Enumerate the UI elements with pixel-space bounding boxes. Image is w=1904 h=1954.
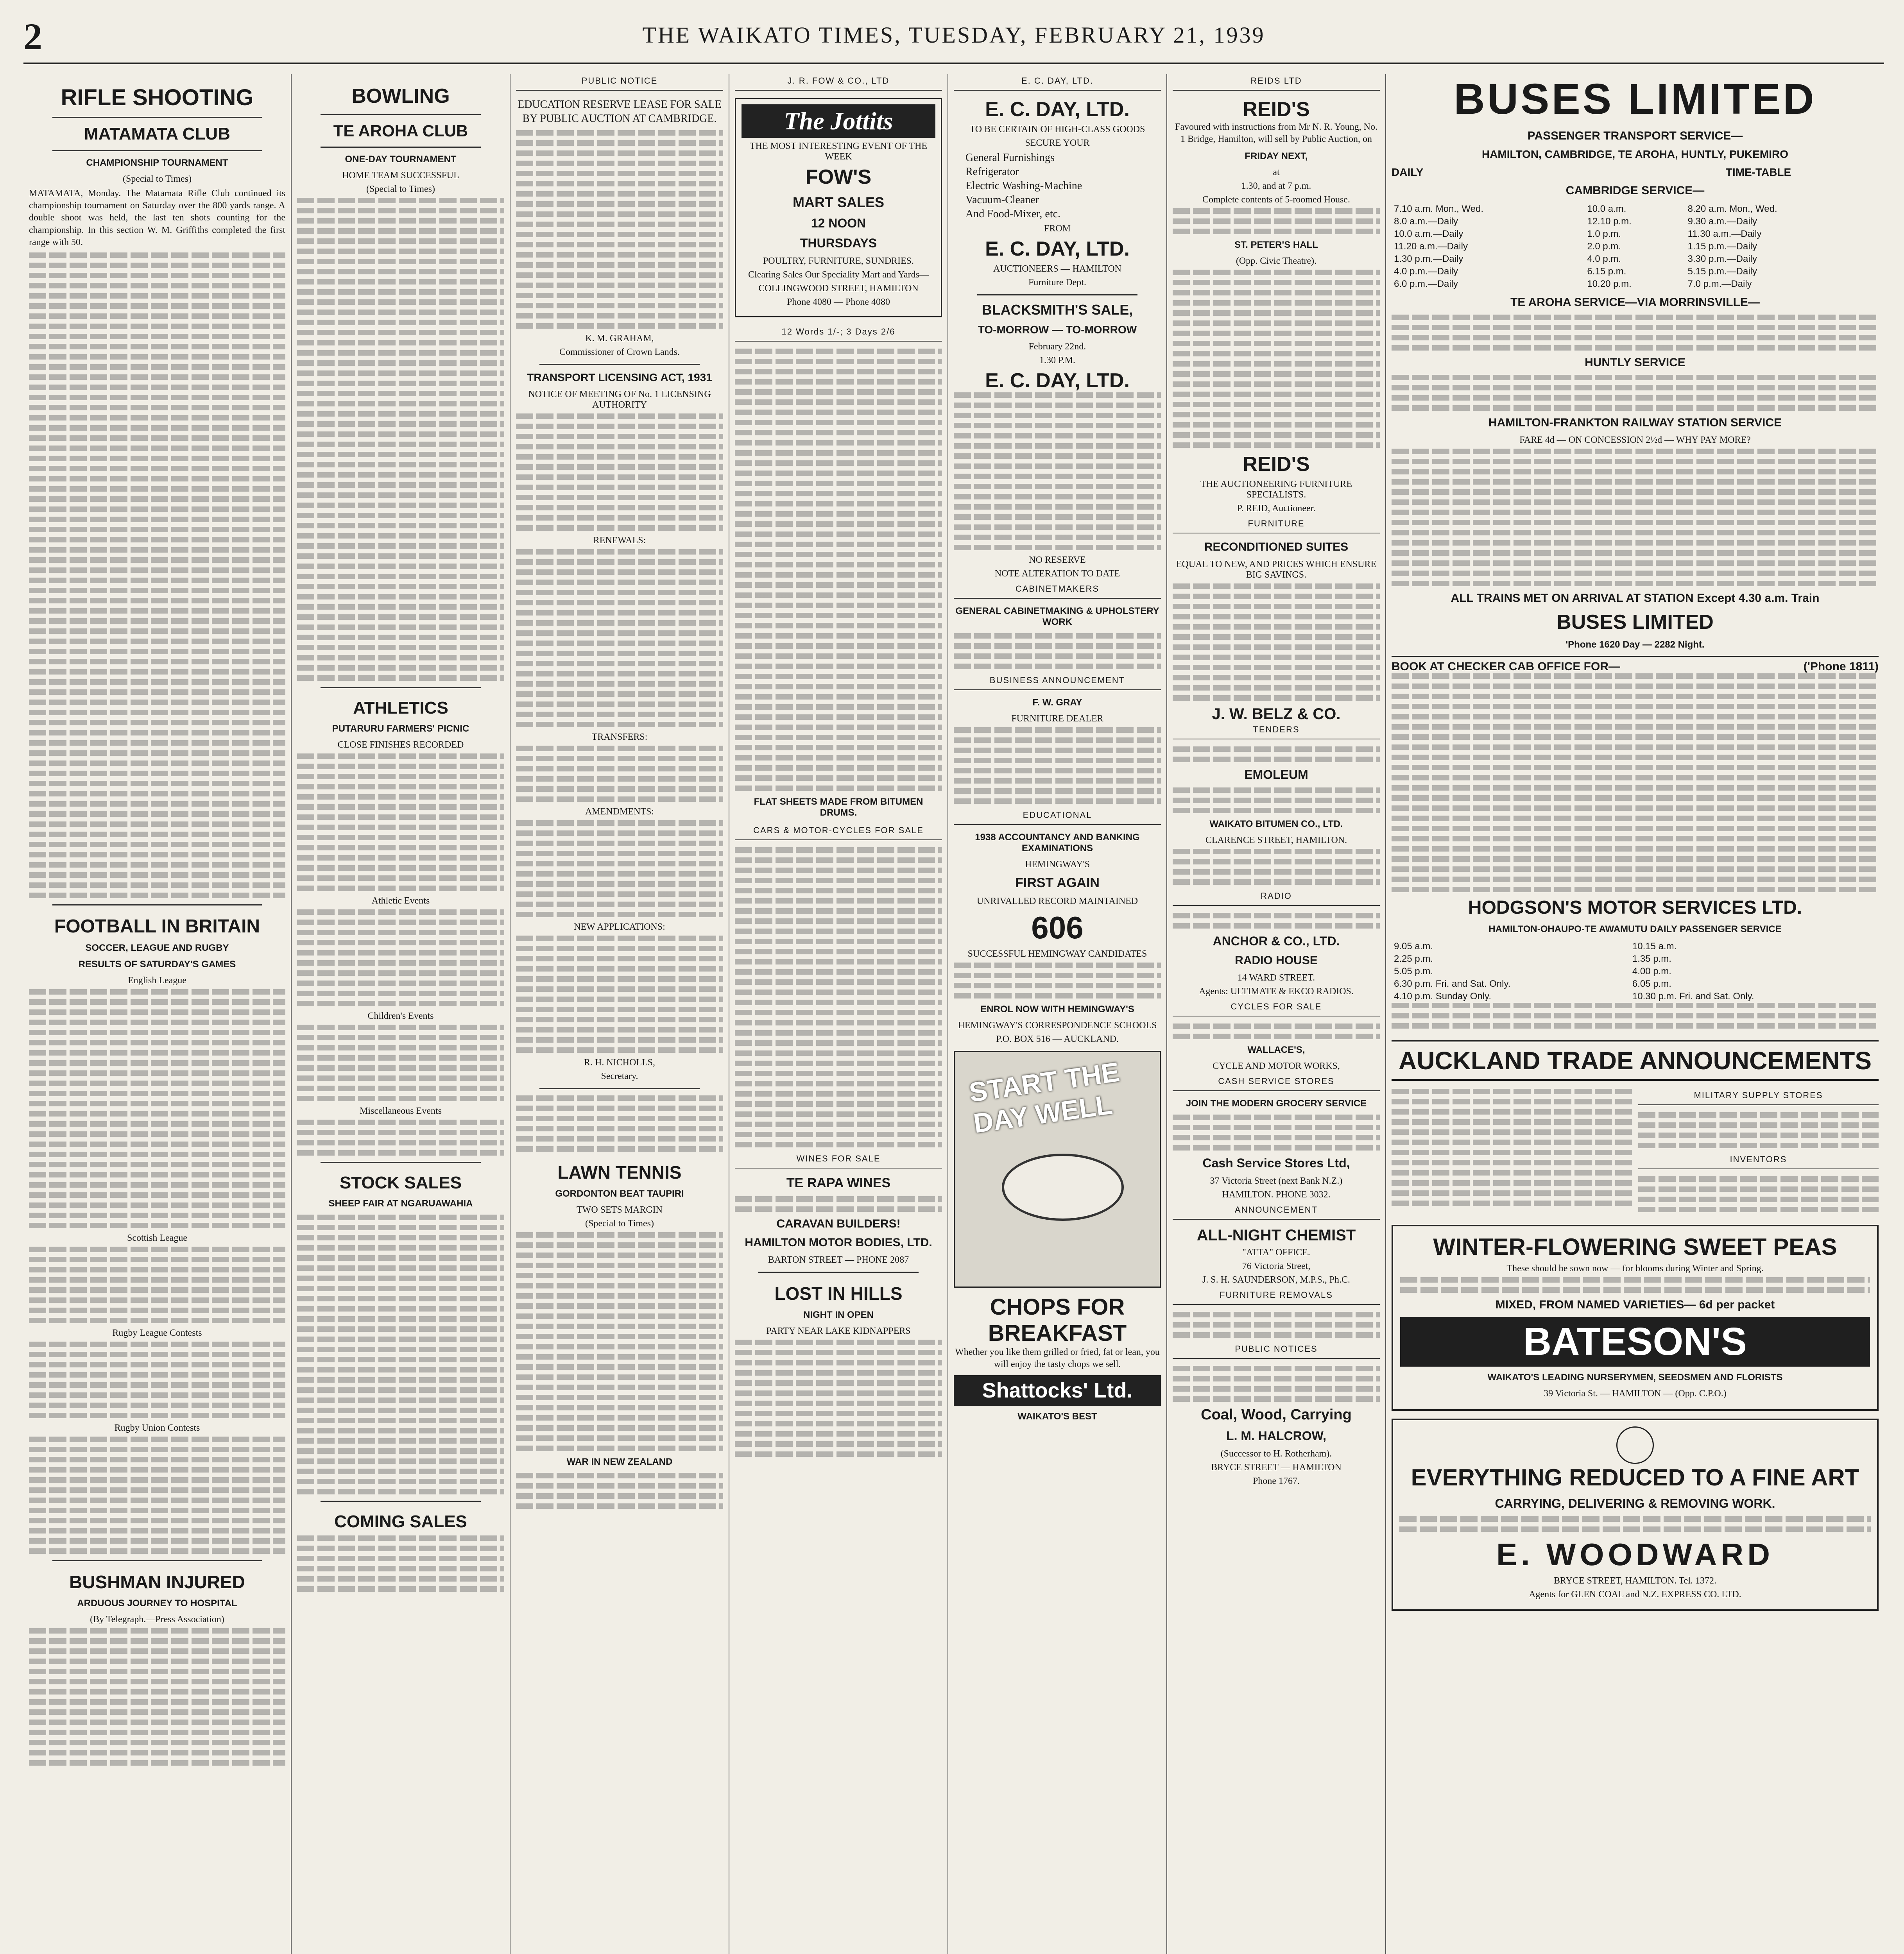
first-again: FIRST AGAIN (1015, 875, 1100, 890)
column-3 (510, 74, 729, 1954)
lawn-tennis-subhead: GORDONTON BEAT TAUPIRI (555, 1188, 684, 1199)
lawn-tennis-subhead-2: TWO SETS MARGIN (577, 1204, 663, 1215)
article-paragraph: MATAMATA, Monday. The Matamata Rifle Club continued its championship tournament on Saturday over the 800 yards range. A double shoot was held, the last ten shots counting for the championship. In this section W. M. Griffiths completed the first range with 50. (29, 188, 285, 247)
waikato-bitumen: WAIKATO BITUMEN CO., LTD. (1209, 819, 1343, 830)
sweet-peas-line: These should be sown now — for blooms during Winter and Spring. (1506, 1263, 1764, 1274)
ec-day-head: E. C. DAY, LTD. (985, 98, 1130, 121)
headline-stock-sales: STOCK SALES (339, 1173, 462, 1192)
hamilton-motor-bodies: HAMILTON MOTOR BODIES, LTD. (745, 1236, 932, 1249)
mixed-label: MIXED, FROM NAMED VARIETIES— (1495, 1298, 1696, 1311)
ec-day-goods (954, 152, 1161, 220)
phone-day-night: 'Phone 1620 Day — 2282 Night. (1565, 639, 1705, 650)
newspaper-title: THE WAIKATO TIMES, TUESDAY, FEBRUARY 21, 1939 (642, 22, 1265, 48)
frankton-service: HAMILTON-FRANKTON RAILWAY STATION SERVICE (1488, 416, 1782, 429)
suites-sub: EQUAL TO NEW, AND PRICES WHICH ENSURE BIG SAVINGS. (1176, 559, 1377, 580)
transport-act-sub: NOTICE OF MEETING OF No. 1 LICENSING AUTHORITY (528, 389, 711, 410)
column-5 (948, 74, 1167, 1954)
signatory-graham-title: Commissioner of Crown Lands. (559, 347, 680, 357)
ec-day-from: FROM (1044, 224, 1071, 234)
athletics-subhead: PUTARURU FARMERS' PICNIC (332, 723, 469, 734)
cambridge-timetable (1392, 203, 1879, 290)
tomorrow: TO-MORROW — TO-MORROW (978, 324, 1137, 336)
football-subhead-2: RESULTS OF SATURDAY'S GAMES (78, 959, 236, 970)
flat-sheets: FLAT SHEETS MADE FROM BITUMEN DRUMS. (754, 796, 923, 818)
halcrow-address: BRYCE STREET — HAMILTON (1211, 1462, 1342, 1473)
sale-time: 1.30 P.M. (1039, 355, 1076, 365)
business-sub: FURNITURE DEALER (1011, 714, 1103, 724)
signatory-nicholls: R. H. NICHOLLS, (584, 1057, 655, 1068)
goods-item: Electric Washing-Machine (965, 180, 1082, 192)
mart-sales: MART SALES (793, 194, 884, 210)
hemingway-box: P.O. BOX 516 — AUCKLAND. (996, 1034, 1119, 1044)
cabinetmaking-ad: GENERAL CABINETMAKING & UPHOLSTERY WORK (955, 606, 1159, 627)
belz-name: J. W. BELZ & CO. (1212, 705, 1341, 723)
te-aroha-service: TE AROHA SERVICE—VIA MORRINSVILLE— (1510, 296, 1760, 309)
column-1 (23, 74, 292, 1954)
goods-item: General Furnishings (965, 152, 1055, 164)
childrens-events-label: Children's Events (367, 1011, 434, 1021)
hodgson-title: HODGSON'S MOTOR SERVICES LTD. (1468, 897, 1802, 918)
headline-rifle-shooting: RIFLE SHOOTING (61, 85, 254, 110)
cash-service-name: Cash Service Stores Ltd, (1202, 1156, 1350, 1170)
inventors-head: INVENTORS (1638, 1153, 1879, 1169)
fow-address: COLLINGWOOD STREET, HAMILTON (758, 283, 919, 293)
headline-lost-in-hills: LOST IN HILLS (774, 1283, 903, 1304)
bowling-byline: (Special to Times) (366, 184, 435, 194)
cash-ad: JOIN THE MODERN GROCERY SERVICE (1186, 1098, 1367, 1109)
column-7 (1386, 74, 1884, 1954)
start-day-illustration (954, 1051, 1161, 1288)
start-day-text: START THE DAY WELL (967, 1056, 1122, 1139)
athletic-events-label: Athletic Events (371, 896, 430, 906)
article-body-filler (29, 252, 285, 898)
headline-bowling: BOWLING (351, 85, 450, 107)
small-ads-rate: 12 Words 1/-; 3 Days 2/6 (735, 325, 942, 342)
cars-head: CARS & MOTOR-CYCLES FOR SALE (735, 824, 942, 840)
ec-day-tagline: TO BE CERTAIN OF HIGH-CLASS GOODS (969, 124, 1145, 134)
column-2 (292, 74, 510, 1954)
column-6 (1167, 74, 1386, 1954)
blacksmith-sale: BLACKSMITH'S SALE, (982, 302, 1133, 318)
column-4 (729, 74, 948, 1954)
buses-limited-title: BUSES LIMITED (1454, 75, 1816, 123)
halcrow-sub: (Successor to H. Rotherham). (1220, 1449, 1332, 1459)
reids-name: REID'S (1243, 98, 1310, 121)
timetable-label: TIME-TABLE (1725, 166, 1791, 178)
military-supply-head: MILITARY SUPPLY STORES (1638, 1089, 1879, 1105)
furniture-head: FURNITURE (1173, 517, 1380, 533)
section-scottish-league: Scottish League (127, 1233, 187, 1243)
headline-lawn-tennis: LAWN TENNIS (557, 1162, 682, 1183)
lost-subhead-2: PARTY NEAR LAKE KIDNAPPERS (766, 1326, 911, 1336)
cash-phone: HAMILTON. PHONE 3032. (1222, 1190, 1331, 1200)
table-row: 11.20 a.m.—Daily 2.0 p.m. 1.15 p.m.—Daily (1394, 241, 1757, 252)
shattocks-logo: Shattocks' Ltd. (954, 1375, 1161, 1406)
ec-day-head-3: E. C. DAY, LTD. (985, 369, 1130, 392)
table-row: 5.05 p.m. 4.00 p.m. (1394, 966, 1671, 977)
bowling-club: TE AROHA CLUB (333, 122, 468, 140)
hodgson-timetable (1392, 940, 1879, 1003)
chemist-name: J. S. H. SAUNDERSON, M.P.S., Ph.C. (1202, 1275, 1351, 1285)
table-row: 10.0 a.m.—Daily 1.0 p.m. 11.30 a.m.—Daily (1394, 229, 1762, 239)
section-rugby-union: Rugby Union Contests (114, 1423, 200, 1433)
hemingway: HEMINGWAY'S (1025, 859, 1090, 870)
jottits-brand: The Jottits (742, 104, 935, 138)
section-english-league: English League (128, 975, 186, 986)
table-row: 7.10 a.m. Mon., Wed. 10.0 a.m. 8.20 a.m. Mon., Wed. (1394, 204, 1777, 214)
hodgson-sub: HAMILTON-OHAUPO-TE AWAMUTU DAILY PASSENGER SERVICE (1488, 924, 1782, 934)
batesons-address: 39 Victoria St. — HAMILTON — (Opp. C.P.O.) (1544, 1389, 1727, 1399)
bushman-byline: (By Telegraph.—Press Association) (90, 1614, 224, 1625)
cambridge-service: CAMBRIDGE SERVICE— (1565, 184, 1705, 197)
clarence-street: CLARENCE STREET, HAMILTON. (1205, 835, 1347, 846)
enrol-now: ENROL NOW WITH HEMINGWAY'S (980, 1004, 1134, 1015)
athletics-subhead-2: CLOSE FINISHES RECORDED (337, 740, 464, 750)
page-number: 2 (23, 16, 42, 57)
goods-item: And Food-Mixer, etc. (965, 208, 1061, 220)
ec-day-secure: SECURE YOUR (1025, 138, 1090, 148)
masthead (23, 8, 1884, 64)
signatory-nicholls-title: Secretary. (601, 1071, 638, 1081)
fine-art-title: EVERYTHING REDUCED TO A FINE ART (1411, 1464, 1859, 1491)
wallace: WALLACE'S, (1247, 1045, 1305, 1056)
noon: 12 NOON (811, 216, 866, 230)
wallace-sub: CYCLE AND MOTOR WORKS, (1213, 1061, 1340, 1072)
reids-contents: Complete contents of 5-roomed House. (1202, 195, 1350, 205)
fows-name: FOW'S (805, 166, 872, 188)
amendments-label: AMENDMENTS: (585, 806, 654, 817)
radio-head: RADIO (1173, 889, 1380, 906)
successful-candidates: SUCCESSFUL HEMINGWAY CANDIDATES (967, 949, 1147, 959)
fow-clearing: Clearing Sales Our Speciality Mart and Yards— (748, 270, 929, 280)
ec-day-head-2: E. C. DAY, LTD. (985, 238, 1130, 260)
bus-route: HAMILTON, CAMBRIDGE, TE AROHA, HUNTLY, PUKEMIRO (1481, 148, 1788, 160)
passenger-service: PASSENGER TRANSPORT SERVICE— (1527, 129, 1743, 142)
headline-bushman: BUSHMAN INJURED (69, 1571, 245, 1592)
table-row: 8.0 a.m.—Daily 12.10 p.m. 9.30 a.m.—Daily (1394, 216, 1757, 227)
sweet-peas-ad (1392, 1225, 1879, 1411)
hall-sub: (Opp. Civic Theatre). (1236, 256, 1317, 267)
radio-address: 14 WARD STREET. (1237, 973, 1315, 983)
price-label: 6d per packet (1699, 1298, 1775, 1311)
fow-phone: Phone 4080 — Phone 4080 (787, 297, 890, 307)
te-rapa-wines: TE RAPA WINES (786, 1176, 891, 1190)
cabinetmakers-head: CABINETMAKERS (954, 582, 1161, 599)
daily-label: DAILY (1392, 166, 1424, 178)
signatory-graham: K. M. GRAHAM, (585, 333, 654, 344)
fow-label: J. R. FOW & CO., LTD (735, 74, 942, 91)
fow-items: POULTRY, FURNITURE, SUNDRIES. (763, 256, 914, 266)
woodward-address: BRYCE STREET, HAMILTON. Tel. 1372. (1553, 1576, 1717, 1586)
huntly-service: HUNTLY SERVICE (1585, 356, 1685, 369)
hemingway-school: HEMINGWAY'S CORRESPONDENCE SCHOOLS (958, 1020, 1157, 1031)
announcement-head: ANNOUNCEMENT (1173, 1203, 1380, 1220)
reids-time: 1.30, and at 7 p.m. (1241, 181, 1311, 191)
ec-day-label: E. C. DAY, LTD. (954, 74, 1161, 91)
auckland-trade-title: AUCKLAND TRADE ANNOUNCEMENTS (1392, 1040, 1879, 1081)
reids-specialists: THE AUCTIONEERING FURNITURE SPECIALISTS. (1200, 479, 1352, 500)
halcrow-phone: Phone 1767. (1253, 1476, 1300, 1487)
headline-football: FOOTBALL IN BRITAIN (54, 916, 260, 937)
educational-head: EDUCATIONAL (954, 809, 1161, 825)
reids-favoured: Favoured with instructions from Mr N. R. Young, No. 1 Bridge, Hamilton, will sell by Public Auction, on (1175, 122, 1377, 145)
batesons-logo: BATESON'S (1400, 1317, 1870, 1367)
emoleum: EMOLEUM (1244, 768, 1308, 782)
club-name: MATAMATA CLUB (84, 124, 230, 143)
reids-label: REIDS LTD (1173, 74, 1380, 91)
plate-icon (1002, 1154, 1124, 1221)
book-phone: ('Phone 1811) (1803, 660, 1879, 673)
ec-day-auctioneers: AUCTIONEERS — HAMILTON (993, 264, 1121, 274)
reids-name-2: REID'S (1243, 453, 1310, 476)
lawn-tennis-byline: (Special to Times) (585, 1218, 654, 1229)
mixed-varieties (1400, 1298, 1870, 1312)
sweet-peas-title: WINTER-FLOWERING SWEET PEAS (1433, 1234, 1837, 1260)
no-reserve: NO RESERVE (1029, 555, 1086, 565)
byline: (Special to Times) (122, 174, 192, 184)
unrivalled: UNRIVALLED RECORD MAINTAINED (976, 896, 1138, 906)
anchor-co: ANCHOR & CO., LTD. (1213, 934, 1340, 948)
new-applications-label: NEW APPLICATIONS: (574, 922, 665, 932)
public-notices-head: PUBLIC NOTICES (1173, 1342, 1380, 1359)
table-row: 6.30 p.m. Fri. and Sat. Only. 6.05 p.m. (1394, 979, 1671, 989)
table-row: 2.25 p.m. 1.35 p.m. (1394, 954, 1671, 964)
coal-wood-carrying: Coal, Wood, Carrying (1201, 1406, 1352, 1423)
fine-art-services: CARRYING, DELIVERING & REMOVING WORK. (1495, 1496, 1775, 1510)
stock-subhead: SHEEP FAIR AT NGARUAWAHIA (328, 1198, 473, 1209)
radio-agents: Agents: ULTIMATE & EKCO RADIOS. (1199, 986, 1354, 997)
note-alteration: NOTE ALTERATION TO DATE (994, 569, 1120, 579)
table-row: 6.0 p.m.—Daily 10.20 p.m. 7.0 p.m.—Daily (1394, 279, 1752, 289)
education-reserve-notice: EDUCATION RESERVE LEASE FOR SALE BY PUBLIC AUCTION AT CAMBRIDGE. (518, 98, 722, 125)
goods-item: Refrigerator (965, 166, 1019, 178)
at: at (1273, 167, 1280, 178)
st-peters-hall: ST. PETER'S HALL (1234, 240, 1318, 251)
buses-limited-2: BUSES LIMITED (1557, 611, 1714, 633)
removals-head: FURNITURE REMOVALS (1173, 1288, 1380, 1305)
chops-for-breakfast: CHOPS FOR BREAKFAST (988, 1294, 1127, 1346)
ec-day-furniture-dept: Furniture Dept. (1028, 277, 1086, 288)
bushman-subhead: ARDUOUS JOURNEY TO HOSPITAL (77, 1598, 237, 1609)
table-row: 4.0 p.m.—Daily 6.15 p.m. 5.15 p.m.—Daily (1394, 266, 1757, 277)
table-row: 1.30 p.m.—Daily 4.0 p.m. 3.30 p.m.—Daily (1394, 254, 1757, 264)
woodward-name: E. WOODWARD (1496, 1537, 1774, 1572)
subhead: CHAMPIONSHIP TOURNAMENT (86, 157, 228, 168)
thursdays: THURSDAYS (800, 236, 877, 250)
headline-coming-sales: COMING SALES (334, 1512, 467, 1531)
all-trains-met: ALL TRAINS MET ON ARRIVAL AT STATION Except 4.30 a.m. Train (1451, 592, 1820, 605)
business-name: F. W. GRAY (1032, 697, 1082, 708)
table-row: 4.10 p.m. Sunday Only. 10.30 p.m. Fri. and Sat. Only. (1394, 991, 1754, 1002)
section-rugby-league: Rugby League Contests (112, 1328, 202, 1338)
reids-auctioneer: P. REID, Auctioneer. (1237, 503, 1316, 514)
woodward-agents: Agents for GLEN COAL and N.Z. EXPRESS CO. LTD. (1529, 1589, 1741, 1600)
page (23, 74, 1884, 1954)
business-announcement-head: BUSINESS ANNOUNCEMENT (954, 674, 1161, 690)
chops-text: Whether you like them grilled or fried, fat or lean, you will enjoy the tasty chops we sell. (955, 1347, 1160, 1370)
renewals-label: RENEWALS: (593, 535, 646, 546)
cart-icon (1616, 1426, 1654, 1464)
chemist-address: 76 Victoria Street, (1242, 1261, 1311, 1272)
friday-next: FRIDAY NEXT, (1245, 151, 1308, 162)
educational-sub: 1938 ACCOUNTANCY AND BANKING EXAMINATIONS (975, 832, 1140, 854)
cycles-head: CYCLES FOR SALE (1173, 1000, 1380, 1016)
wines-head: WINES FOR SALE (735, 1152, 942, 1168)
bowling-subhead: ONE-DAY TOURNAMENT (345, 154, 457, 165)
sale-date: February 22nd. (1028, 342, 1086, 352)
chemist-sub: "ATTA" OFFICE. (1242, 1247, 1310, 1258)
all-night-chemist: ALL-NIGHT CHEMIST (1196, 1227, 1356, 1244)
transfers-label: TRANSFERS: (591, 732, 648, 742)
book-office: BOOK AT CHECKER CAB OFFICE FOR— (1392, 660, 1620, 673)
cash-service-head: CASH SERVICE STORES (1173, 1075, 1380, 1091)
halcrow: L. M. HALCROW, (1226, 1429, 1326, 1443)
public-notice-label: PUBLIC NOTICE (516, 74, 723, 91)
fine-art-ad (1392, 1419, 1879, 1611)
candidate-count: 606 (1031, 910, 1084, 945)
shattocks-sub: WAIKATO'S BEST (1017, 1411, 1097, 1422)
misc-events-label: Miscellaneous Events (360, 1106, 442, 1116)
lost-subhead: NIGHT IN OPEN (803, 1310, 874, 1320)
tenders-head: TENDERS (1173, 723, 1380, 739)
war-head: WAR IN NEW ZEALAND (566, 1456, 673, 1467)
bowling-subhead-2: HOME TEAM SUCCESSFUL (342, 170, 459, 181)
table-row: 9.05 a.m. 10.15 a.m. (1394, 941, 1677, 952)
goods-item: Vacuum-Cleaner (965, 194, 1039, 206)
fow-event: THE MOST INTERESTING EVENT OF THE WEEK (750, 141, 927, 162)
frankton-fare: FARE 4d — ON CONCESSION 2½d — WHY PAY MORE? (1519, 435, 1751, 445)
cash-address: 37 Victoria Street (next Bank N.Z.) (1210, 1176, 1343, 1186)
hmb-address: BARTON STREET — PHONE 2087 (768, 1255, 909, 1265)
headline-athletics: ATHLETICS (353, 698, 448, 718)
radio-house: RADIO HOUSE (1235, 954, 1318, 967)
fow-ad (735, 98, 942, 317)
reconditioned-suites: RECONDITIONED SUITES (1204, 540, 1349, 554)
transport-act-head: TRANSPORT LICENSING ACT, 1931 (527, 371, 712, 383)
caravan-builders: CARAVAN BUILDERS! (776, 1217, 901, 1230)
football-subhead: SOCCER, LEAGUE AND RUGBY (85, 942, 229, 953)
batesons-sub: WAIKATO'S LEADING NURSERYMEN, SEEDSMEN AND FLORISTS (1487, 1372, 1783, 1383)
